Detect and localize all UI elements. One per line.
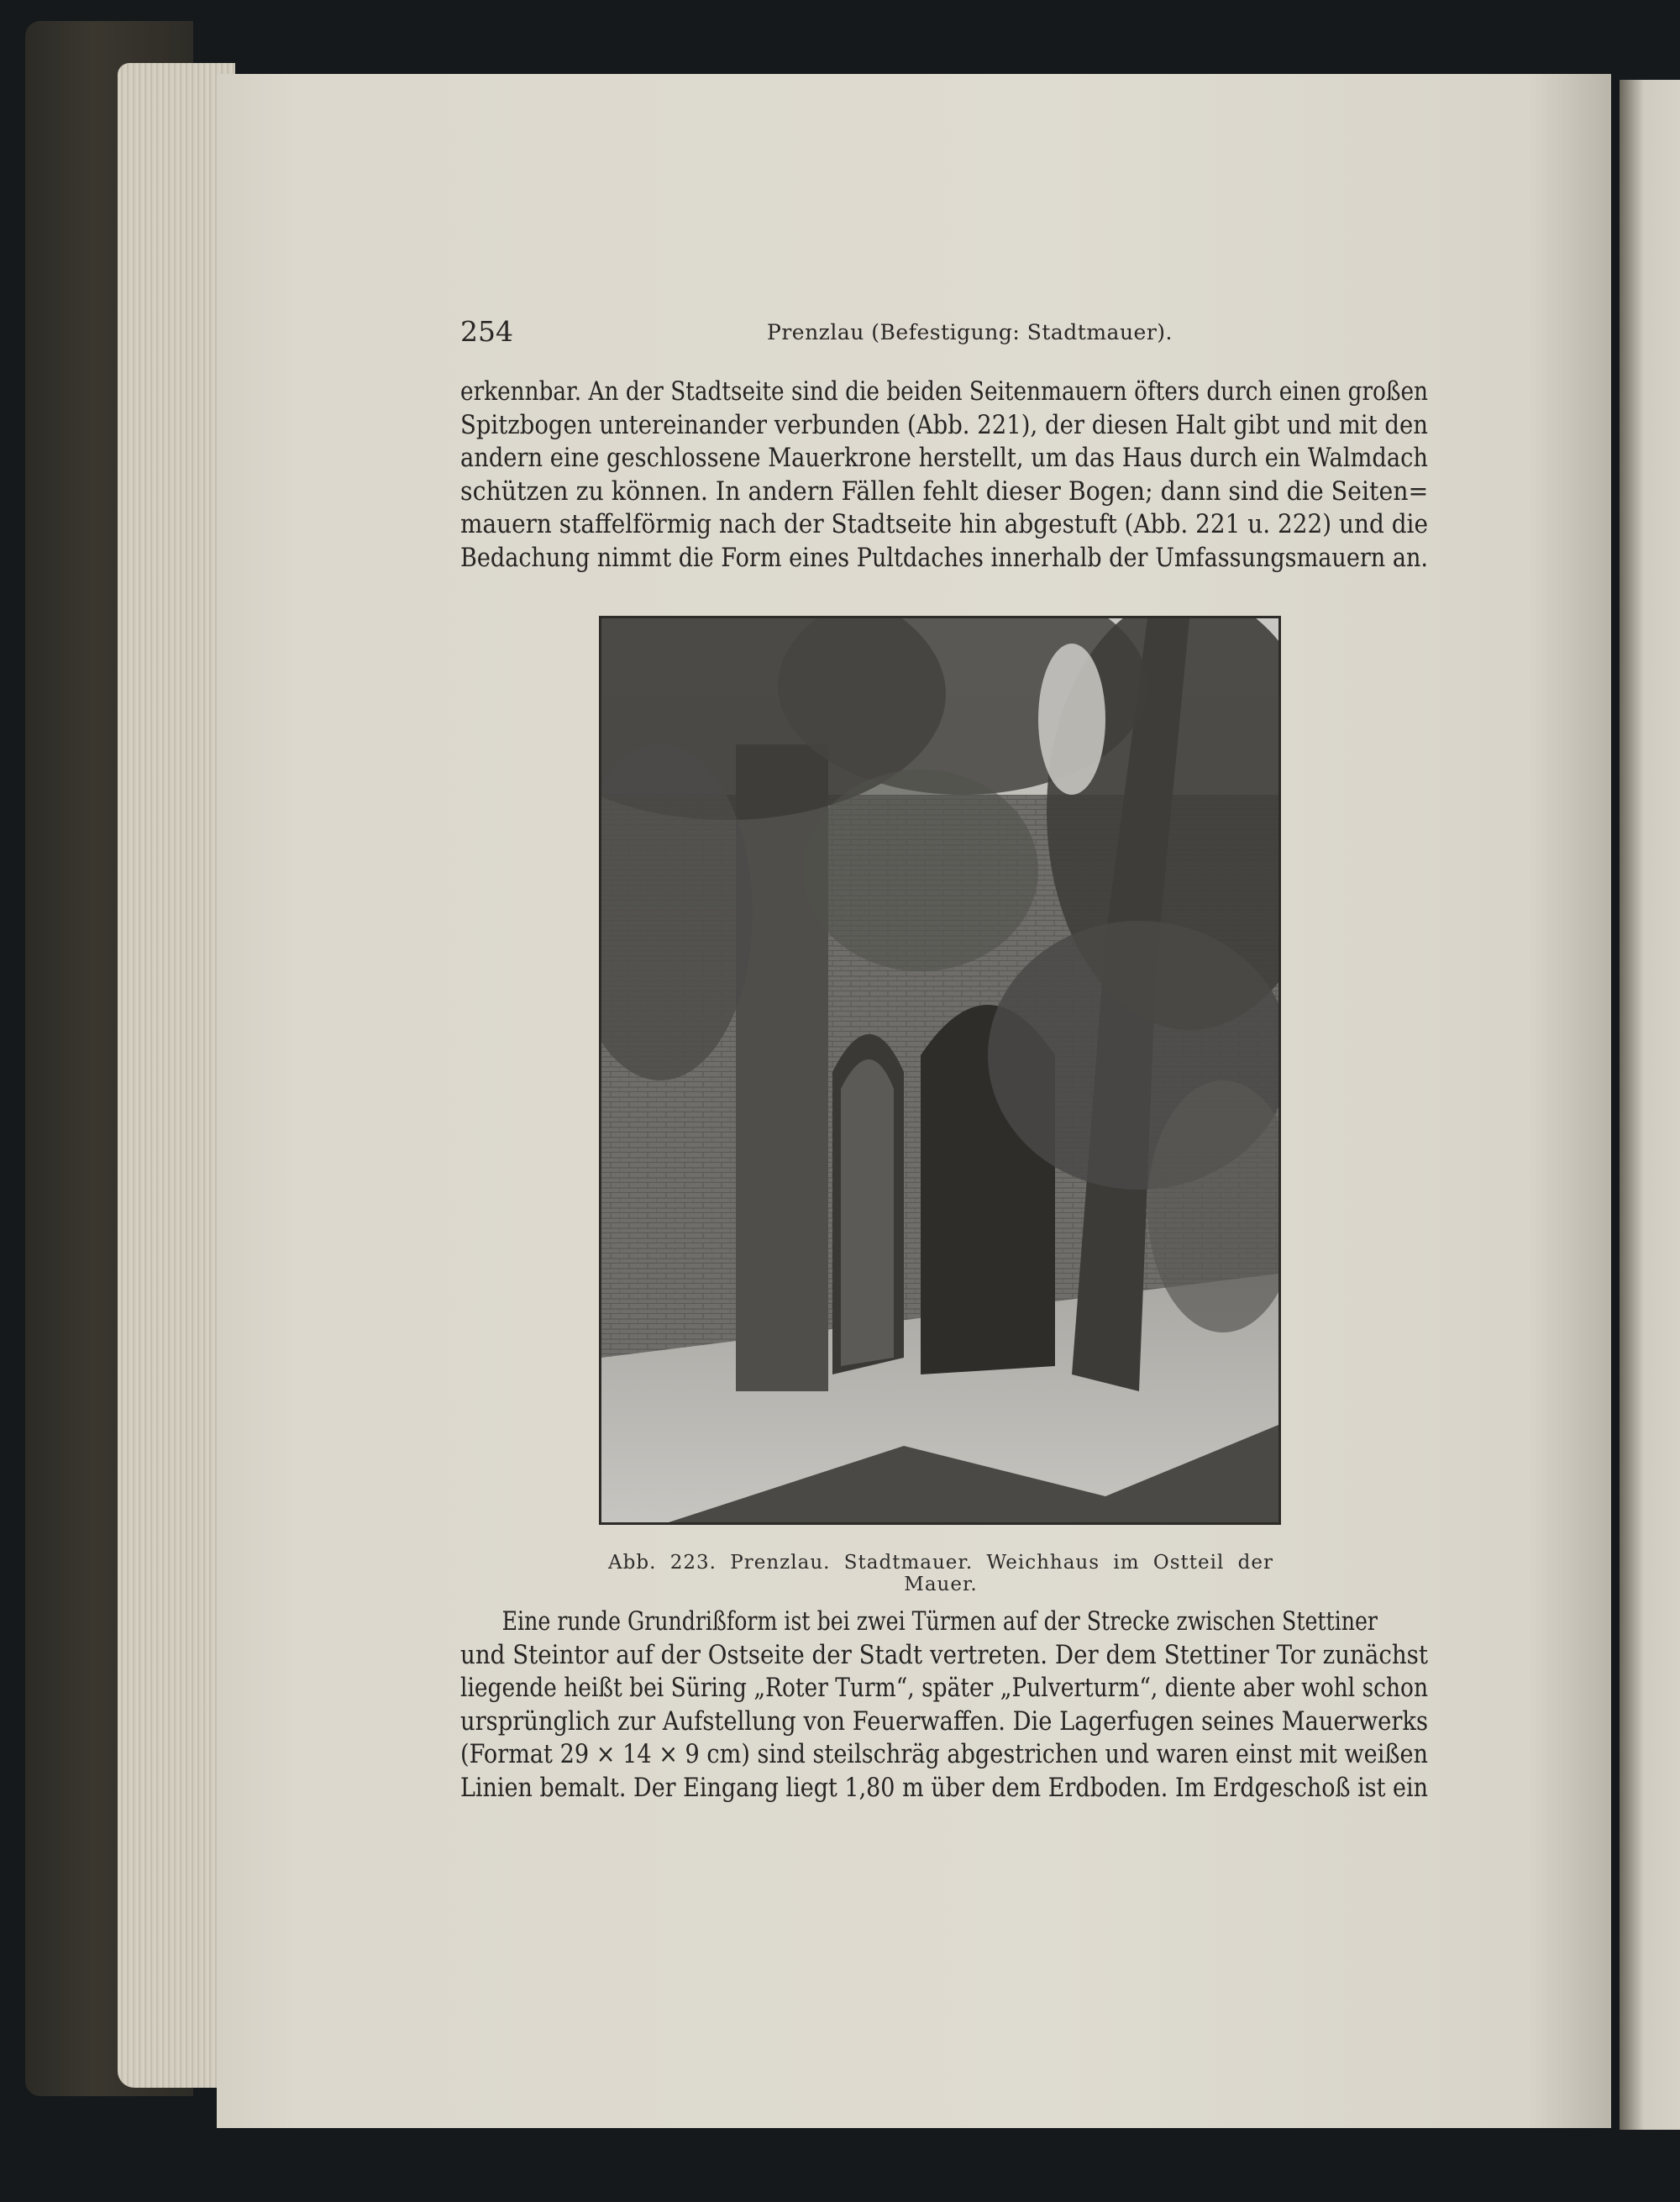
- figure-photo: [599, 616, 1281, 1525]
- page-number: 254: [460, 315, 513, 348]
- text-line: Spitzbogen untereinander verbunden (Abb. 221), der diesen Halt gibt und mit den: [460, 410, 1428, 440]
- text-line: mauern staffelförmig nach der Stadtseite hin abgestuft (Abb. 221 u. 222) und die: [460, 510, 1428, 539]
- text-line: schützen zu können. In andern Fällen fehlt dieser Bogen; dann sind die Seiten=: [460, 476, 1429, 507]
- text-line: andern eine geschlossene Mauerkrone herstellt, um das Haus durch ein Walmdach: [460, 444, 1428, 473]
- text-line: Eine runde Grundrißform ist bei zwei Türmen auf der Strecke zwischen Stettiner: [501, 1607, 1378, 1637]
- text-line: (Format 29 × 14 × 9 cm) sind steilschräg abgestrichen und waren einst mit weißen: [460, 1740, 1428, 1769]
- text-line: erkennbar. An der Stadtseite sind die beiden Seitenmauern öfters durch einen großen: [460, 377, 1428, 407]
- paragraph-1: [460, 376, 1428, 575]
- page-header: [460, 315, 1428, 354]
- figure-caption: Abb. 223. Prenzlau. Stadtmauer. Weichhaus im Ostteil der Mauer.: [608, 1552, 1273, 1595]
- text-line: Bedachung nimmt die Form eines Pultdaches innerhalb der Umfassungsmauern an.: [460, 543, 1428, 573]
- text-line: und Steintor auf der Ostseite der Stadt vertreten. Der dem Stettiner Tor zunächst: [460, 1640, 1428, 1670]
- text-line: liegende heißt bei Süring „Roter Turm“, später „Pulverturm“, diente aber wohl schon: [460, 1674, 1428, 1703]
- text-line: ursprünglich zur Aufstellung von Feuerwaffen. Die Lagerfugen seines Mauerwerks: [460, 1706, 1428, 1737]
- running-head: Prenzlau (Befestigung: Stadtmauer).: [767, 320, 1173, 344]
- facing-page-edge: [1620, 80, 1680, 2130]
- paragraph-2: [460, 1606, 1428, 1805]
- text-line: Linien bemalt. Der Eingang liegt 1,80 m über dem Erdboden. Im Erdgeschoß ist ein: [460, 1773, 1428, 1803]
